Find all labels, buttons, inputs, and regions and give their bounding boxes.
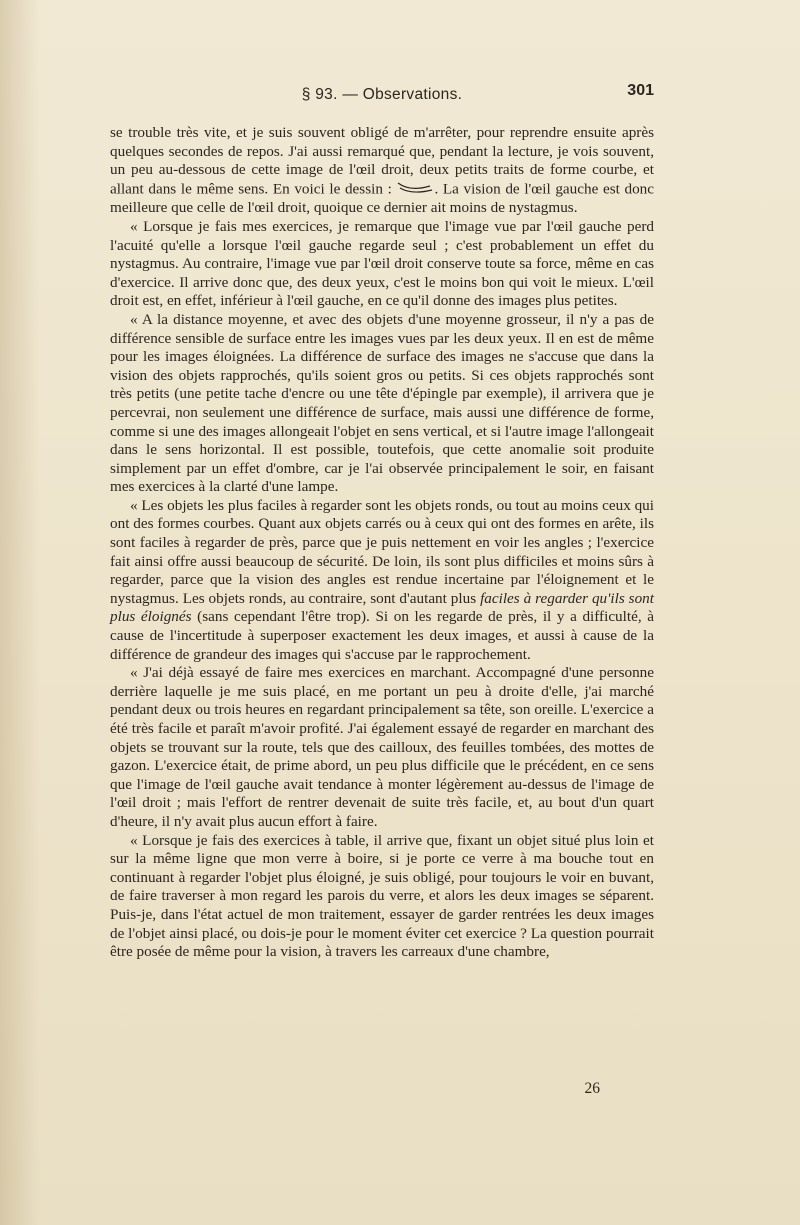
running-head: § 93. — Observations. bbox=[301, 86, 463, 103]
paragraph-4-after: (sans cependant l'être trop). Si on les regarde de près, il y a difficulté, à cause de l'incertitude à superposer exactement les deux images, et aussi à cause de la différence de grandeur des images qui s'accuse par le rapprochement. bbox=[110, 608, 654, 663]
signature-mark: 26 bbox=[584, 1080, 600, 1097]
paragraph-3: « A la distance moyenne, et avec des objets d'une moyenne grosseur, il n'y a pas de différence sensible de surface entre les images vues par les deux yeux. Il en est de même pour les images éloignées. La différence de surface des images ne s'accuse que dans la vision des objets rapprochés, qu'ils soient gros ou petits. Si ces objets rapprochés sont très petits (une petite tache d'encre ou une tête d'épingle par exemple), il arrivera que je percevrai, non seulement une différence de surface, mais aussi une différence de forme, comme si une des images allongeait l'objet en sens vertical, et si l'autre image l'allongeait dans le sens horizontal. Il est possible, toutefois, que cette anomalie soit produite simplement par un effet d'ombre, car je l'ai observée principalement le soir, en faisant mes exercices à la clarté d'une lampe. bbox=[110, 310, 654, 496]
paragraph-5: « J'ai déjà essayé de faire mes exercices en marchant. Accompagné d'une personne derrière laquelle je me suis placé, en me portant un peu à droite d'elle, j'ai marché pendant deux ou trois heures en regardant principalement sa tête, son oreille. L'exercice a été très facile et paraît m'avoir profité. J'ai également essayé de regarder en marchant des objets se trouvant sur la route, tels que des cailloux, des feuilles tombées, des mottes de gazon. L'exercice était, de prime abord, un peu plus difficile que le précédent, en ce sens que l'image de l'œil gauche avait tendance à monter légèrement au-dessus de l'image de l'œil droit ; mais l'effort de rentrer devenait de suite très facile, et, au bout d'un quart d'heure, il n'y avait plus aucun effort à faire. bbox=[110, 664, 654, 830]
paragraph-4 bbox=[110, 497, 654, 664]
page-gutter-shadow bbox=[0, 0, 40, 1225]
paragraph-2: « Lorsque je fais mes exercices, je remarque que l'image vue par l'œil gauche perd l'acuité qu'elle a lorsque l'œil gauche regarde seul ; c'est probablement un effet du nystagmus. Au contraire, l'image vue par l'œil droit conserve toute sa force, même en cas d'exercice. Il arrive donc que, des deux yeux, c'est le moins bon qui voit le mieux. L'œil droit est, en effet, inférieur à l'œil gauche, en ce qu'il donne des images plus petites. bbox=[110, 217, 654, 310]
page-header bbox=[110, 82, 654, 108]
paragraph-6: « Lorsque je fais des exercices à table, il arrive que, fixant un objet situé plus loin et sur la même ligne que mon verre à boire, si je porte ce verre à ma bouche tout en continuant à regarder l'objet plus éloigné, je suis obligé, pour toujours le voir en buvant, de faire traverser à mon regard les parois du verre, et alors les deux images se séparent. Puis-je, dans l'état actuel de mon traitement, essayer de garder rentrées les deux images de l'objet ainsi placé, ou dois-je pour le moment éviter cet exercice ? La question pourrait être posée de même pour la vision, à travers les carreaux d'une chambre, bbox=[110, 831, 654, 961]
paragraph-4-before: « Les objets les plus faciles à regarder sont les objets ronds, ou tout au moins ceux qui ont des formes courbes. Quant aux objets carrés ou à ceux qui ont des formes en arête, ils sont faciles à regarder de près, parce que je puis nettement en voir les angles ; l'exercice fait ainsi offre aussi beaucoup de sécurité. De loin, ils sont plus difficiles et moins sûrs à regarder, parce que la vision des angles est rendue incertaine par l'éloignement et le nystagmus. Les objets ronds, au contraire, sont d'autant plus bbox=[110, 496, 654, 607]
body-text bbox=[110, 124, 654, 962]
page-number: 301 bbox=[627, 82, 654, 99]
paragraph-4-emphasis: faciles à regarder qu'ils sont plus éloignés bbox=[110, 589, 654, 626]
paragraph-1 bbox=[110, 124, 654, 218]
paragraph-1-before: se trouble très vite, et je suis souvent obligé de m'arrêter, pour reprendre ensuite après quelques secondes de repos. J'ai aussi remarqué que, pendant la lecture, je vois souvent, un peu au-dessous de cette image de l'œil droit, deux petits traits de forme courbe, et allant dans le même sens. En voici le dessin : bbox=[110, 124, 654, 198]
curved-strokes-drawing bbox=[396, 180, 434, 200]
paragraph-1-after: . La vision de l'œil gauche est donc meilleure que celle de l'œil droit, quoique ce dernier ait moins de nystagmus. bbox=[110, 180, 655, 217]
